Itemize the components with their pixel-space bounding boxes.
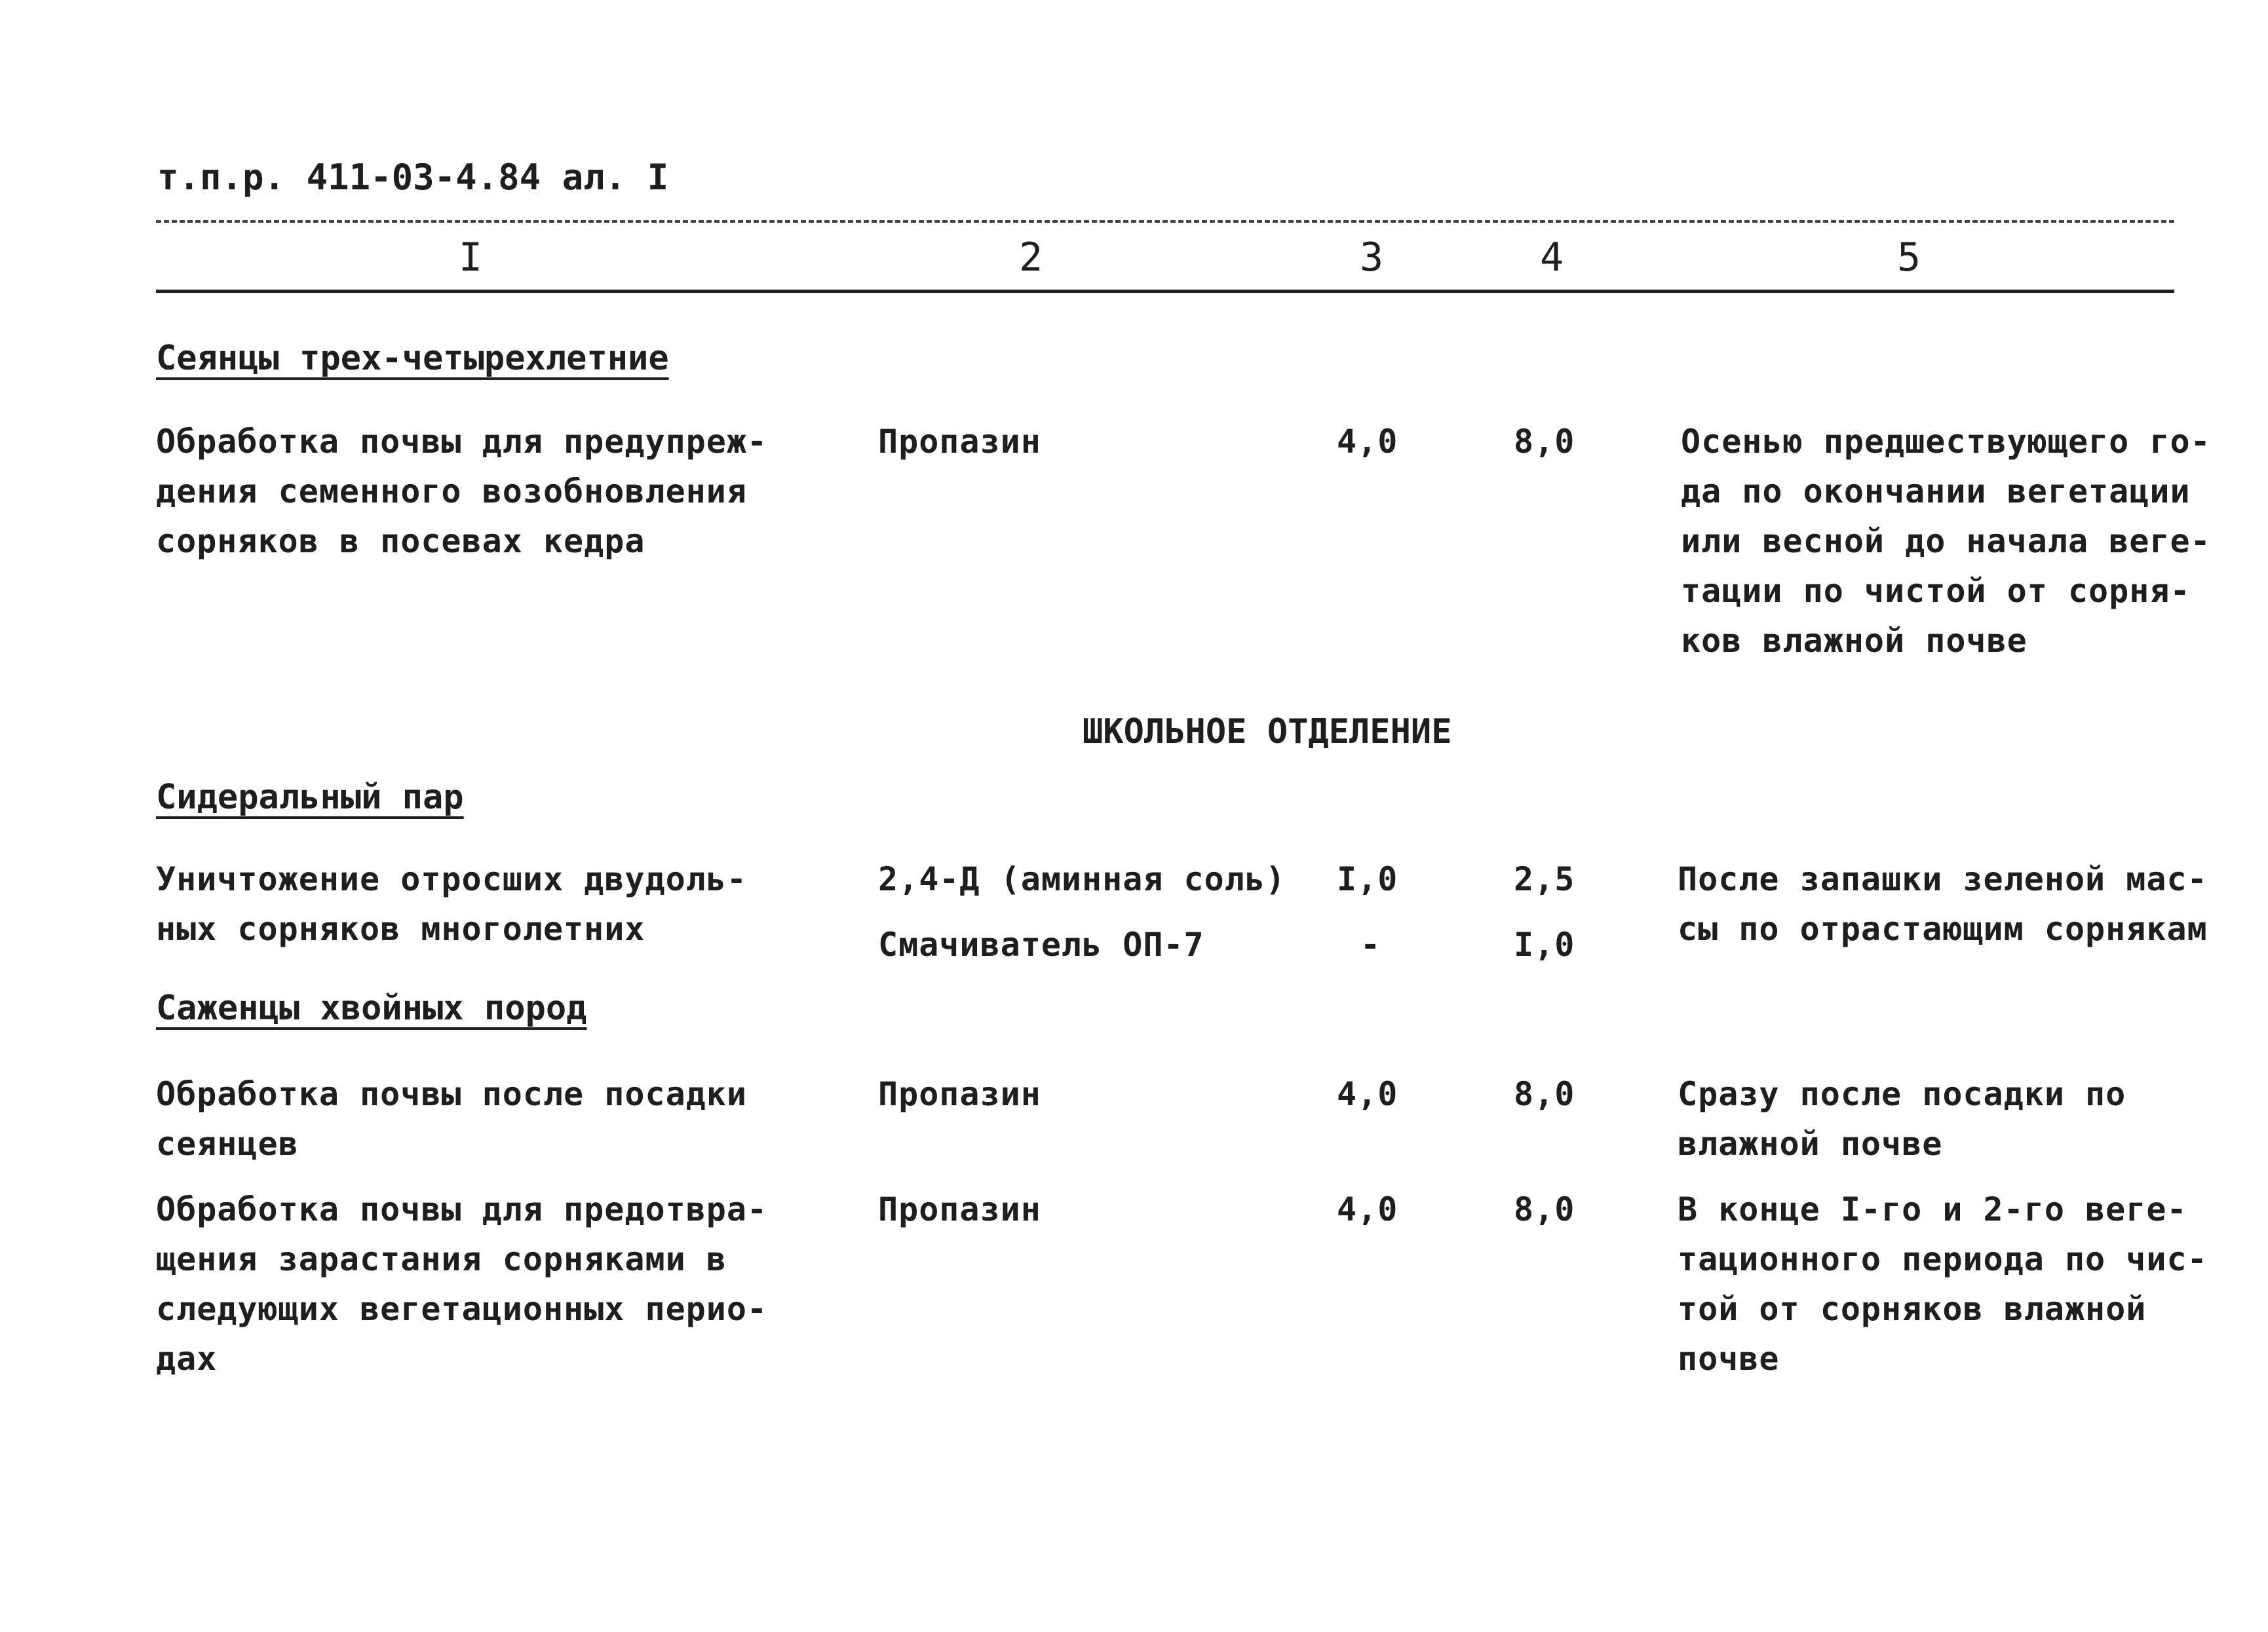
row-1-herbicide: Пропазин (878, 423, 1041, 461)
table-header-rule (156, 290, 2174, 293)
section-heading-green-fallow: Сидеральный пар (156, 778, 464, 817)
row-1-operation: Обработка почвы для предупреж- дения семенного возобновления сорняков в посевах кедра (156, 423, 768, 560)
row-3-dose-product: 8,0 (1514, 1075, 1575, 1113)
row-4-dose-product: 8,0 (1514, 1190, 1575, 1228)
row-4-timing: В конце I-го и 2-го веге- тационного периода по чис- той от сорняков влажной почве (1678, 1190, 2208, 1378)
section-heading-conifer-saplings: Саженцы хвойных пород (156, 989, 587, 1028)
row-3-operation: Обработка почвы после посадки сеянцев (156, 1075, 747, 1163)
department-title: ШКОЛЬНОЕ ОТДЕЛЕНИЕ (1083, 712, 1452, 751)
row-1-dose-product: 8,0 (1514, 423, 1575, 461)
row-2-wetting-dose-product: I,0 (1514, 926, 1575, 964)
row-2-dose-product: 2,5 (1514, 860, 1575, 898)
row-2-dose-active: I,0 (1337, 860, 1398, 898)
row-3-dose-active: 4,0 (1337, 1075, 1398, 1113)
column-number-5: 5 (1897, 235, 1921, 280)
row-2-wetting-agent: Смачиватель ОП-7 (878, 926, 1204, 964)
column-number-1: I (459, 235, 483, 280)
row-4-dose-active: 4,0 (1337, 1190, 1398, 1228)
row-4-operation: Обработка почвы для предотвра- щения зарастания сорняками в следующих вегетационных перио- дах (156, 1190, 768, 1378)
row-3-timing: Сразу после посадки по влажной почве (1678, 1075, 2126, 1163)
column-number-2: 2 (1019, 235, 1043, 280)
row-1-dose-active: 4,0 (1337, 423, 1398, 461)
row-3-herbicide: Пропазин (878, 1075, 1041, 1113)
table-top-rule (156, 220, 2174, 223)
row-2-wetting-dose-active: - (1360, 926, 1381, 964)
section-heading-seedlings: Сеянцы трех-четырехлетние (156, 339, 669, 378)
row-2-herbicide: 2,4-Д (аминная соль) (878, 860, 1286, 898)
document-reference: т.п.р. 411-03-4.84 ал. I (157, 157, 669, 198)
row-2-operation: Уничтожение отросших двудоль- ных сорняков многолетних (156, 860, 747, 948)
row-2-timing: После запашки зеленой мас- сы по отрастающим сорнякам (1678, 860, 2208, 948)
column-number-4: 4 (1540, 235, 1564, 280)
row-1-timing: Осенью предшествующего го- да по окончании вегетации или весной до начала веге- тации по чистой от сорня- ков влажной почве (1681, 423, 2211, 660)
column-number-3: 3 (1360, 235, 1384, 280)
row-4-herbicide: Пропазин (878, 1190, 1041, 1228)
